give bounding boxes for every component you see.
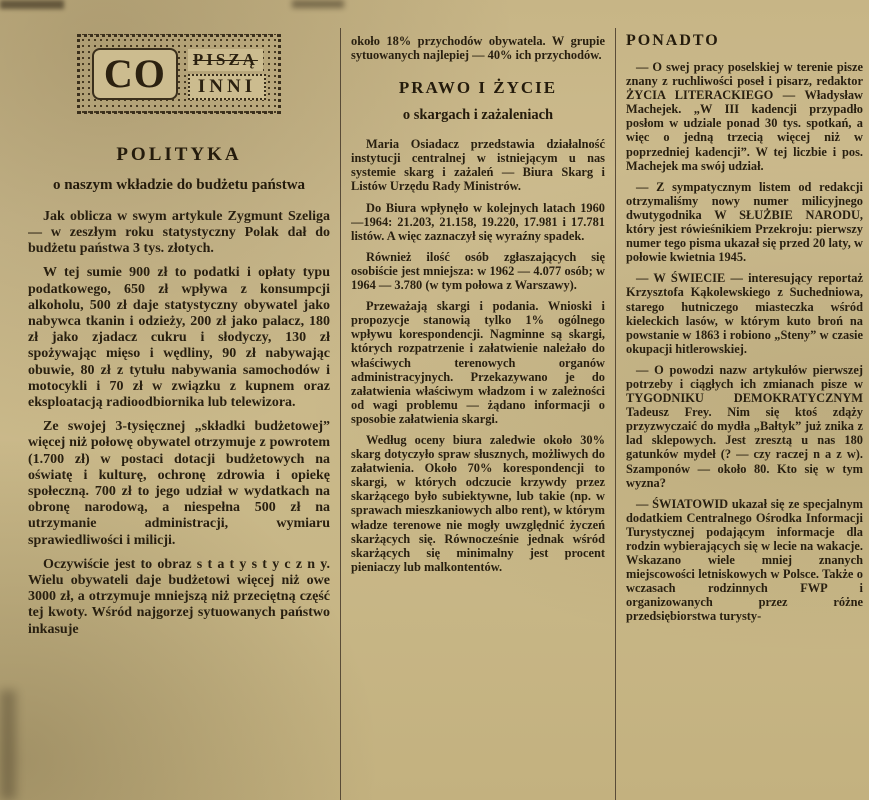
scan-smudge-top-left	[0, 0, 64, 9]
column-politics	[28, 28, 330, 800]
ponadto-item: — W ŚWIECIE — interesujący reportaż Krzysztofa Kąkolewskiego z Suchedniowa, starego hutniczego miasteczka wśród kieleckich lasów, w którym kuto broń na powstanie w 1863 i robiono „Steny” w czasie okupacji hitlerowskiej.	[626, 271, 863, 356]
page-columns	[28, 28, 863, 800]
politics-paragraph: Jak oblicza w swym artykule Zygmunt Szeliga — w zeszłym roku statystyczny Polak dał do budżetu państwa 3 tys. złotych.	[28, 208, 330, 257]
prawo-paragraph: Do Biura wpłynęło w kolejnych latach 1960—1964: 21.203, 21.158, 19.220, 17.981 i 17.781 listów. A więc zaznaczył się wyraźny spadek.	[351, 200, 605, 243]
logo-right-block	[188, 49, 266, 100]
ponadto-item: — Z sympatycznym listem od redakcji otrzymaliśmy nowy numer milicyjnego dwutygodnika W SŁUŻBIE NARODU, który jest rówieśnikiem Przekroju: pierwszy numer tego pisma ukazał się przed 20 laty, w połowie kwietnia 1945.	[626, 179, 863, 265]
column-prawo-i-zycie	[351, 28, 605, 800]
logo-inni-text: INNI	[188, 74, 266, 100]
prawo-heading: PRAWO I ŻYCIE	[398, 78, 558, 98]
politics-heading: POLITYKA	[116, 144, 242, 165]
ponadto-item: — O swej pracy poselskiej w terenie pisze znany z ruchliwości poseł i pisarz, redaktor ŻYCIA LITERACKIEGO — Władysław Machejek. „W III kadencji przypadło posłom w udziale ponad 30 tys. spotkań, a więc o jedną trzecią więcej niż w poprzedniej kadencji”. W tej liczbie i pos. Machejek ma swój udział.	[626, 60, 863, 173]
politics-subheading: o naszym wkładzie do budżetu państwa	[52, 177, 306, 193]
ponadto-heading: PONADTO	[626, 32, 720, 49]
column-ponadto	[626, 28, 863, 800]
ponadto-item: — O powodzi nazw artykułów pierwszej potrzeby i ciągłych ich zmianach pisze w TYGODNIKU DEMOKRATYCZNYM Tadeusz Frey. Nim się ktoś zdąży przyzwyczaić do mydła „Bałtyk” już znika z lad sklepowych. Jest zresztą u nas 180 gatunków mydeł (? — czy raczej n a z w). Szamponów — około 80. Kto się w tym wyzna?	[626, 362, 863, 490]
prawo-paragraph: Maria Osiadacz przedstawia działalność instytucji centralnej w istniejącym u nas systemie skarg i zażaleń — Biura Skarg i Listów Urzędu Rady Ministrów.	[351, 137, 605, 194]
politics-paragraph: Oczywiście jest to obraz s t a t y s t y c z n y. Wielu obywateli daje budżetowi więcej niż owe 3000 zł, a otrzymuje mniejszą niż przeciętną część tej kwoty. Wśród najgorzej sytuowanych państwo inkasuje	[28, 556, 330, 637]
co-pisza-inni-logo	[77, 34, 281, 114]
column-divider-right	[615, 28, 616, 800]
scan-smudge-bottom-left	[0, 690, 16, 800]
prawo-paragraph: Przeważają skargi i podania. Wnioski i propozycje stanowią tylko 1% ogólnego wpływu korespondencji. Nagminne są skargi, których rozpatrzenie i załatwienie należało do właściwych terenowych organów administracyjnych. Przekazywano je do załatwienia właściwym władzom i w zależności od wagi problemu — żądano informacji o sposobie załatwienia skargi.	[351, 299, 605, 426]
ponadto-item: — ŚWIATOWID ukazał się ze specjalnym dodatkiem Centralnego Ośrodka Informacji Turystycznej podającym informacje dla rodzin wybierających się w lecie na wakacje. Wskazano wiele mniej znanych miejscowości letniskowych w Polsce. Także o wczasach rodzinnych FWP i organizowanych przez różne przedsiębiorstwa turysty-	[626, 496, 863, 624]
column-divider-left	[340, 28, 341, 800]
prawo-paragraph: Również ilość osób zgłaszających się osobiście jest mniejsza: w 1962 — 4.077 osób; w 1964 — 3.780 (w tym połowa z Warszawy).	[351, 249, 605, 293]
prawo-paragraph: Według oceny biura zaledwie około 30% skarg dotyczyło spraw słusznych, możliwych do załatwienia. Około 70% korespondencji to skargi, w których odczucie krzywdy przez skarżącego było subiektywne, lub takie (np. w sprawach mieszkaniowych albo rent), w którym władze terenowe nie mogły uwzględnić życzeń skarżących się. Równocześnie jednak wśród skarżących się minimalny jest procent pieniaczy lub malkontentów.	[351, 432, 605, 574]
politics-paragraph: Ze swojej 3-tysięcznej „składki budżetowej” więcej niż połowę obywatel otrzymuje z powrotem (1.700 zł) w postaci dotacji budżetowych na oświatę i kulturę, ochronę zdrowia i opiekę społeczną. 700 zł to jego udział w wydatkach na obronę narodową, a niespełna 500 zł na utrzymanie administracji, wymiaru sprawiedliwości i milicji.	[28, 419, 330, 548]
scan-smudge-top-middle	[292, 0, 344, 8]
logo-co-text: CO	[92, 48, 178, 100]
politics-paragraph: W tej sumie 900 zł to podatki i opłaty typu podatkowego, 650 zł wpływa z konsumpcji alkoholu, 500 zł daje statystyczny obywatel jako nabywca tkanin i odzieży, 200 zł jako palacz, 180 zł jako zjadacz cukru i słodyczy, 130 zł spożywając mięso i wędliny, 90 zł nabywając obuwie, 80 zł z tytułu nabywania samochodów i motocykli i 70 zł w związku z kupnem oraz eksploatacją radioodbiornika lub telewizora.	[28, 265, 330, 410]
prawo-subheading: o skargach i zażaleniach	[402, 107, 554, 124]
logo-pisza-text: PISZĄ	[188, 49, 263, 71]
continuation-paragraph: około 18% przychodów obywatela. W grupie sytuowanych najlepiej — 40% ich przychodów.	[351, 34, 605, 63]
